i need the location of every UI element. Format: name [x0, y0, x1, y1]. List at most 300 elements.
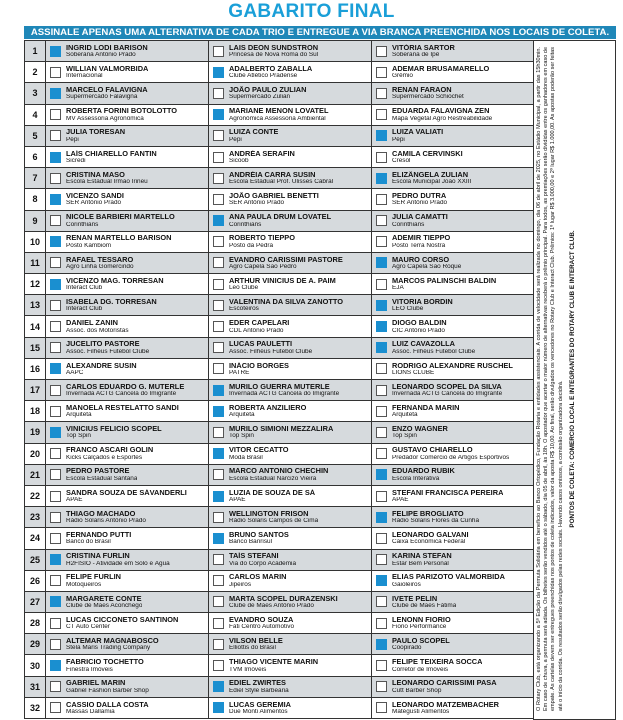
candidate-text: [66, 637, 159, 652]
checkbox[interactable]: [376, 702, 387, 713]
candidate-text: [392, 595, 456, 610]
candidate-sponsor: Finestra Imóveis: [66, 666, 113, 673]
candidate-option[interactable]: [209, 550, 372, 570]
checkbox[interactable]: [213, 448, 224, 459]
candidate-option[interactable]: [209, 62, 372, 82]
candidate-option[interactable]: [372, 486, 534, 506]
candidate-option[interactable]: [209, 380, 372, 400]
checkbox[interactable]: [213, 363, 224, 374]
candidate-option[interactable]: [372, 62, 534, 82]
checkbox[interactable]: [376, 130, 387, 141]
checkbox[interactable]: [376, 215, 387, 226]
row-number: 9: [25, 211, 46, 231]
table-row: [25, 316, 534, 337]
candidate-name: CRISTINA MASO: [66, 170, 125, 179]
checkbox[interactable]: [376, 342, 387, 353]
checkbox[interactable]: [376, 109, 387, 120]
checkbox[interactable]: [213, 639, 224, 650]
checkbox[interactable]: [50, 639, 61, 650]
checkbox[interactable]: [213, 194, 224, 205]
candidate-option[interactable]: [372, 295, 534, 315]
candidate-name: ISABELA DG. TORRESAN: [66, 297, 157, 306]
candidate-option[interactable]: [46, 507, 209, 527]
candidate-option[interactable]: [209, 232, 372, 252]
candidate-option[interactable]: [372, 528, 534, 548]
checkbox[interactable]: [213, 152, 224, 163]
candidate-name: LUCAS PAULETTI: [229, 340, 293, 348]
checkbox[interactable]: [50, 109, 61, 120]
checkbox[interactable]: [213, 554, 224, 565]
candidate-name: VITORIA BORDIN: [392, 297, 453, 306]
candidate-sponsor: Agro Capela São Pedro: [229, 263, 297, 270]
candidate-text: [229, 531, 289, 546]
candidate-name: LEONARDO SCOPEL DA SILVA: [392, 382, 502, 391]
checkbox[interactable]: [376, 173, 387, 184]
candidate-name: LEONARDO MATZEMBACHER: [392, 700, 500, 708]
candidate-option[interactable]: [372, 422, 534, 442]
candidate-option[interactable]: [46, 126, 209, 146]
row-number: 22: [25, 486, 46, 506]
checkbox[interactable]: [50, 618, 61, 629]
candidate-text: [392, 319, 447, 334]
candidate-option[interactable]: [372, 444, 534, 464]
candidate-option[interactable]: [209, 444, 372, 464]
candidate-text: [229, 573, 286, 588]
candidate-option[interactable]: [372, 613, 534, 633]
checkbox[interactable]: [376, 406, 387, 417]
candidate-option[interactable]: [209, 613, 372, 633]
candidate-option[interactable]: [46, 168, 209, 188]
candidate-option[interactable]: [46, 380, 209, 400]
candidate-sponsor: Posto Terra Nostra: [392, 242, 446, 249]
checkbox[interactable]: [213, 512, 224, 523]
candidate-option[interactable]: [372, 105, 534, 125]
candidate-sponsor: Grêmio: [392, 73, 413, 80]
checkbox[interactable]: [213, 660, 224, 671]
checkbox[interactable]: [213, 385, 224, 396]
checkbox[interactable]: [50, 236, 61, 247]
candidate-name: FERNANDO PUTTI: [66, 531, 132, 539]
candidate-option[interactable]: [46, 613, 209, 633]
checkbox[interactable]: [376, 88, 387, 99]
row-number: 1: [25, 41, 46, 61]
checkbox[interactable]: [50, 363, 61, 374]
checkbox[interactable]: [50, 342, 61, 353]
checkbox[interactable]: [376, 533, 387, 544]
candidate-option[interactable]: [209, 316, 372, 336]
checkbox[interactable]: [376, 512, 387, 523]
candidate-option[interactable]: [46, 295, 209, 315]
candidate-sponsor: Due Monti Alimentos: [229, 708, 288, 715]
candidate-option[interactable]: [372, 41, 534, 61]
candidate-sponsor: Escola Municipal João XXIII: [392, 179, 472, 186]
candidate-text: [229, 362, 289, 377]
checkbox[interactable]: [376, 554, 387, 565]
candidate-sponsor: SER Antônio Prado: [392, 200, 448, 207]
checkbox[interactable]: [376, 660, 387, 671]
candidate-sponsor: Posto da Pedra: [229, 242, 274, 249]
candidate-option[interactable]: [372, 698, 534, 718]
candidate-option[interactable]: [372, 465, 534, 485]
candidate-option[interactable]: [209, 401, 372, 421]
candidate-option[interactable]: [209, 634, 372, 654]
candidate-option[interactable]: [46, 698, 209, 718]
candidate-text: [392, 86, 464, 101]
candidate-option[interactable]: [209, 211, 372, 231]
checkbox[interactable]: [213, 702, 224, 713]
candidate-option[interactable]: [46, 422, 209, 442]
candidate-sponsor: APAE: [229, 497, 246, 504]
checkbox[interactable]: [50, 406, 61, 417]
checkbox[interactable]: [376, 46, 387, 57]
checkbox[interactable]: [376, 385, 387, 396]
candidate-option[interactable]: [209, 83, 372, 103]
candidate-sponsor: Agronômica Assessoria Ambiental: [229, 115, 326, 122]
table-row: [25, 232, 534, 253]
candidate-name: LENONN FIORIO: [392, 615, 451, 624]
checkbox[interactable]: [213, 215, 224, 226]
checkbox[interactable]: [376, 194, 387, 205]
candidate-text: [392, 425, 448, 440]
candidate-option[interactable]: [46, 634, 209, 654]
candidate-sponsor: Soberana de Ipê: [392, 52, 440, 59]
candidate-option[interactable]: [46, 571, 209, 591]
candidate-option[interactable]: [209, 41, 372, 61]
candidate-option[interactable]: [46, 465, 209, 485]
candidate-text: [392, 446, 509, 461]
candidate-sponsor: Pépi: [392, 136, 405, 143]
candidate-name: FRANCO ASCARI GOLIN: [66, 446, 154, 454]
candidate-sponsor: Soberana Antônio Prado: [66, 52, 136, 59]
table-row: [25, 295, 534, 316]
checkbox[interactable]: [50, 533, 61, 544]
candidate-option[interactable]: [372, 571, 534, 591]
checkbox[interactable]: [213, 618, 224, 629]
checkbox[interactable]: [50, 554, 61, 565]
candidate-option[interactable]: [372, 401, 534, 421]
candidate-option[interactable]: [209, 189, 372, 209]
candidate-option[interactable]: [46, 338, 209, 358]
candidate-option[interactable]: [209, 698, 372, 718]
checkbox[interactable]: [213, 88, 224, 99]
candidate-text: [66, 65, 148, 80]
candidate-option[interactable]: [46, 401, 209, 421]
candidate-text: [392, 489, 503, 504]
candidate-option[interactable]: [372, 147, 534, 167]
row-number: 23: [25, 507, 46, 527]
candidate-text: [66, 510, 146, 525]
checkbox[interactable]: [213, 681, 224, 692]
candidate-sponsor: CIC Antônio Prado: [392, 327, 445, 334]
checkbox[interactable]: [50, 173, 61, 184]
checkbox[interactable]: [50, 130, 61, 141]
checkbox[interactable]: [213, 491, 224, 502]
candidate-option[interactable]: [46, 62, 209, 82]
candidate-option[interactable]: [209, 253, 372, 273]
candidate-option[interactable]: [372, 550, 534, 570]
checkbox[interactable]: [213, 596, 224, 607]
candidate-sponsor: Top Spin: [392, 433, 417, 440]
candidate-option[interactable]: [46, 253, 209, 273]
candidate-option[interactable]: [209, 338, 372, 358]
candidate-option[interactable]: [372, 211, 534, 231]
candidate-sponsor: Clube de Mães Antônio Prado: [229, 602, 314, 609]
checkbox[interactable]: [50, 575, 61, 586]
candidate-option[interactable]: [46, 274, 209, 294]
row-number: 6: [25, 147, 46, 167]
candidate-sponsor: Clube Atlético Pradense: [229, 73, 298, 80]
candidate-text: [66, 298, 157, 313]
candidate-name: MARTA SCOPEL DURAZENSKI: [229, 594, 338, 602]
candidate-sponsor: Cutt Barber Shop: [392, 687, 442, 694]
candidate-option[interactable]: [46, 592, 209, 612]
checkbox[interactable]: [376, 152, 387, 163]
candidate-option[interactable]: [209, 274, 372, 294]
checkbox[interactable]: [50, 469, 61, 480]
checkbox[interactable]: [213, 67, 224, 78]
checkbox[interactable]: [50, 46, 61, 57]
candidate-option[interactable]: [46, 550, 209, 570]
checkbox[interactable]: [213, 342, 224, 353]
checkbox[interactable]: [50, 300, 61, 311]
checkbox[interactable]: [213, 427, 224, 438]
candidate-name: JOÃO GABRIEL BENETTI: [229, 192, 319, 200]
candidate-option[interactable]: [46, 232, 209, 252]
checkbox[interactable]: [213, 46, 224, 57]
candidate-option[interactable]: [46, 147, 209, 167]
candidate-name: EDER CAPELARI: [229, 319, 290, 327]
checkbox[interactable]: [50, 681, 61, 692]
candidate-option[interactable]: [372, 253, 534, 273]
candidate-option[interactable]: [372, 232, 534, 252]
candidate-option[interactable]: [209, 592, 372, 612]
candidate-option[interactable]: [372, 338, 534, 358]
checkbox[interactable]: [50, 427, 61, 438]
checkbox[interactable]: [50, 702, 61, 713]
candidate-sponsor: Sicredi: [66, 158, 86, 165]
checkbox[interactable]: [213, 575, 224, 586]
candidate-option[interactable]: [46, 655, 209, 675]
candidate-option[interactable]: [372, 316, 534, 336]
candidate-text: [392, 298, 453, 313]
candidate-option[interactable]: [46, 528, 209, 548]
candidate-sponsor: Gaioleiros: [392, 581, 421, 588]
table-row: [25, 507, 534, 528]
candidate-option[interactable]: [46, 677, 209, 697]
candidate-name: MARCOS PALINSCHI BALDIN: [392, 276, 497, 285]
table-row: [25, 422, 534, 443]
checkbox[interactable]: [213, 279, 224, 290]
candidate-option[interactable]: [372, 359, 534, 379]
candidate-option[interactable]: [372, 592, 534, 612]
candidate-option[interactable]: [372, 189, 534, 209]
checkbox[interactable]: [213, 236, 224, 247]
candidate-option[interactable]: [372, 507, 534, 527]
candidate-option[interactable]: [46, 359, 209, 379]
checkbox[interactable]: [376, 448, 387, 459]
candidate-text: [229, 319, 289, 334]
candidate-name: PEDRO DUTRA: [392, 192, 447, 200]
row-number: 7: [25, 168, 46, 188]
row-number: 26: [25, 571, 46, 591]
candidate-option[interactable]: [209, 677, 372, 697]
candidate-option[interactable]: [209, 655, 372, 675]
checkbox[interactable]: [376, 575, 387, 586]
checkbox[interactable]: [50, 660, 61, 671]
table-row: [25, 571, 534, 592]
candidate-option[interactable]: [209, 507, 372, 527]
checkbox[interactable]: [376, 257, 387, 268]
candidate-option[interactable]: [209, 465, 372, 485]
checkbox[interactable]: [50, 279, 61, 290]
candidate-text: [66, 192, 124, 207]
candidate-name: LUIZ CAVAZOLLA: [392, 340, 455, 348]
checkbox[interactable]: [50, 215, 61, 226]
candidate-option[interactable]: [209, 105, 372, 125]
candidate-name: JUCELITO PASTORE: [66, 340, 140, 348]
candidate-option[interactable]: [372, 677, 534, 697]
candidate-name: FELIPE BROGLIATO: [392, 509, 464, 518]
checkbox[interactable]: [50, 321, 61, 332]
checkbox[interactable]: [376, 427, 387, 438]
checkbox[interactable]: [50, 67, 61, 78]
candidate-sponsor: Invernada ACTG Cancela do Imigrante: [229, 391, 340, 398]
side-text: [533, 41, 614, 717]
candidate-name: EVANDRO SOUZA: [229, 615, 294, 624]
candidate-name: SANDRA SOUZA DE SÁVANDERLI: [66, 488, 187, 497]
candidate-sponsor: Pépi: [229, 136, 242, 143]
candidate-sponsor: Assoc. Filhéus Futebol Clube: [229, 348, 313, 355]
checkbox[interactable]: [213, 173, 224, 184]
candidate-name: ADALBERTO ZABALLA: [229, 64, 313, 73]
row-number: 11: [25, 253, 46, 273]
candidate-text: [229, 234, 295, 249]
checkbox[interactable]: [376, 321, 387, 332]
candidate-option[interactable]: [46, 444, 209, 464]
candidate-text: [229, 128, 278, 143]
candidate-sponsor: Clube de Mães Aconchego: [66, 602, 143, 609]
checkbox[interactable]: [376, 363, 387, 374]
checkbox[interactable]: [50, 385, 61, 396]
checkbox[interactable]: [376, 300, 387, 311]
candidate-option[interactable]: [46, 105, 209, 125]
checkbox[interactable]: [50, 448, 61, 459]
table-row: [25, 62, 534, 83]
candidate-option[interactable]: [209, 422, 372, 442]
checkbox[interactable]: [213, 406, 224, 417]
candidate-option[interactable]: [46, 486, 209, 506]
checkbox[interactable]: [213, 257, 224, 268]
candidate-option[interactable]: [209, 126, 372, 146]
candidate-name: MAURO CORSO: [392, 255, 450, 263]
table-row: [25, 613, 534, 634]
checkbox[interactable]: [376, 236, 387, 247]
table-row: [25, 147, 534, 168]
candidate-option[interactable]: [372, 168, 534, 188]
candidate-text: [66, 404, 179, 419]
candidate-option[interactable]: [46, 189, 209, 209]
checkbox[interactable]: [50, 257, 61, 268]
checkbox[interactable]: [376, 67, 387, 78]
candidate-sponsor: LIONS CLUBE: [392, 369, 435, 376]
candidate-sponsor: Banco Banrisul: [229, 539, 272, 546]
candidate-sponsor: Fati Centro Automotivo: [229, 624, 295, 631]
checkbox[interactable]: [213, 533, 224, 544]
checkbox[interactable]: [376, 469, 387, 480]
side-panel: [533, 40, 616, 720]
checkbox[interactable]: [213, 109, 224, 120]
candidate-option[interactable]: [372, 83, 534, 103]
candidate-name: VITÓRIA SARTOR: [392, 43, 455, 52]
candidate-option[interactable]: [209, 359, 372, 379]
candidate-sponsor: Arquiteta: [66, 412, 92, 419]
checkbox[interactable]: [50, 152, 61, 163]
checkbox[interactable]: [376, 596, 387, 607]
candidate-name: LAÍS CHIARELLO FANTIN: [66, 149, 157, 158]
candidate-text: [229, 213, 331, 228]
checkbox[interactable]: [50, 512, 61, 523]
candidate-option[interactable]: [46, 316, 209, 336]
candidate-text: [229, 679, 289, 694]
candidate-option[interactable]: [209, 486, 372, 506]
candidate-sponsor: Assoc. dos Motoristas: [66, 327, 129, 334]
checkbox[interactable]: [376, 639, 387, 650]
checkbox[interactable]: [213, 321, 224, 332]
checkbox[interactable]: [213, 469, 224, 480]
candidate-option[interactable]: [372, 655, 534, 675]
candidate-option[interactable]: [209, 168, 372, 188]
checkbox[interactable]: [213, 300, 224, 311]
candidate-name: ALEXANDRE SUSIN: [66, 361, 137, 369]
candidate-name: TAÍS STEFANI: [229, 552, 279, 560]
table-row: [25, 698, 534, 719]
checkbox[interactable]: [50, 596, 61, 607]
checkbox[interactable]: [376, 618, 387, 629]
candidate-option[interactable]: [209, 147, 372, 167]
candidate-option[interactable]: [372, 274, 534, 294]
checkbox[interactable]: [50, 194, 61, 205]
candidate-option[interactable]: [209, 571, 372, 591]
candidate-option[interactable]: [46, 41, 209, 61]
checkbox[interactable]: [213, 130, 224, 141]
checkbox[interactable]: [50, 491, 61, 502]
checkbox[interactable]: [376, 491, 387, 502]
candidate-text: [229, 192, 319, 207]
checkbox[interactable]: [50, 88, 61, 99]
page-title: GABARITO FINAL: [228, 1, 395, 22]
candidate-text: [66, 446, 153, 461]
candidate-option[interactable]: [46, 83, 209, 103]
candidate-sponsor: Internacional: [66, 73, 103, 80]
candidate-option[interactable]: [372, 126, 534, 146]
candidate-sponsor: Top Spin: [66, 433, 91, 440]
candidate-sponsor: Corinthians: [66, 221, 99, 228]
row-number: 17: [25, 380, 46, 400]
checkbox[interactable]: [376, 681, 387, 692]
candidate-sponsor: Supermercado Schiochet: [392, 94, 464, 101]
candidate-name: EDUARDO RUBIK: [392, 467, 455, 475]
candidate-option[interactable]: [209, 295, 372, 315]
candidate-option[interactable]: [372, 380, 534, 400]
candidate-name: ANDRÉA SERAFIN: [229, 149, 295, 158]
candidate-option[interactable]: [209, 528, 372, 548]
candidate-sponsor: Corretor de Imóveis: [392, 666, 449, 673]
candidate-sponsor: Via do Corpo Academia: [229, 560, 297, 567]
candidate-sponsor: Escola Interativa: [392, 475, 440, 482]
candidate-option[interactable]: [46, 211, 209, 231]
checkbox[interactable]: [376, 279, 387, 290]
candidate-option[interactable]: [372, 634, 534, 654]
